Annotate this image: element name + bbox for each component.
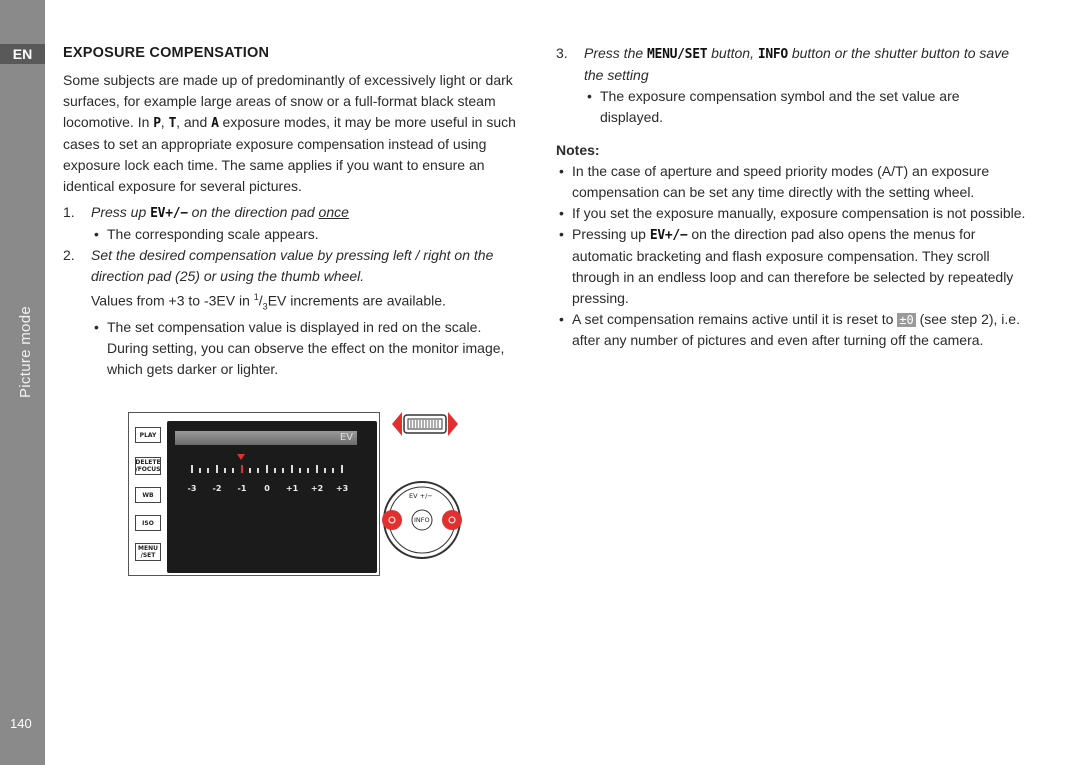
scale-label: -2 bbox=[212, 484, 222, 493]
play-button[interactable]: PLAY bbox=[135, 427, 161, 443]
page-number: 140 bbox=[10, 716, 32, 731]
scale-tick bbox=[216, 465, 218, 473]
intro-sep-2: , and bbox=[176, 114, 212, 130]
intro-text-2: exposure modes, it may be more useful in such cases to set an appropriate exposure compensation instead of using exposure lock each time. The same applies if you want to ensure an identical exposure for several pictures. bbox=[63, 114, 516, 194]
scale-tick bbox=[274, 468, 276, 473]
scale-tick bbox=[257, 468, 259, 473]
camera-illustration bbox=[128, 410, 460, 578]
step-2-values-b: EV increments are available. bbox=[267, 292, 446, 309]
camera-back-panel bbox=[128, 412, 380, 576]
scale-tick bbox=[291, 465, 293, 473]
current-value-marker-icon bbox=[237, 454, 245, 460]
step-1-key: EV+/− bbox=[150, 206, 188, 221]
note-3-text-a: Pressing up bbox=[572, 226, 650, 242]
fraction-numerator: 1 bbox=[253, 292, 259, 302]
step-1 bbox=[63, 202, 523, 245]
iso-button[interactable]: ISO bbox=[135, 515, 161, 531]
language-tab: EN bbox=[0, 44, 45, 64]
step-2-values bbox=[91, 287, 523, 317]
scale-label: +1 bbox=[285, 484, 299, 493]
mode-a: A bbox=[211, 116, 219, 131]
dial-info-label: INFO bbox=[414, 516, 430, 524]
intro-sep-1: , bbox=[160, 114, 169, 130]
scale-tick bbox=[199, 468, 201, 473]
section-heading: EXPOSURE COMPENSATION bbox=[63, 45, 270, 61]
mode-t: T bbox=[168, 116, 177, 131]
sidebar bbox=[0, 0, 45, 765]
fraction-slash: / bbox=[258, 292, 263, 309]
wb-button[interactable]: WB bbox=[135, 487, 161, 503]
scale-label: 0 bbox=[264, 484, 270, 493]
note-3-key: EV+/− bbox=[649, 228, 688, 243]
scale-tick bbox=[316, 465, 318, 473]
dial-top-label: EV +/− bbox=[409, 492, 433, 500]
step-2-text: Set the desired compensation value by pressing left / right on the direction pad (25) or using the thumb wheel. bbox=[91, 247, 494, 284]
monitor-screen bbox=[167, 421, 377, 573]
notes-heading: Notes: bbox=[556, 142, 600, 158]
scale-tick bbox=[224, 468, 226, 473]
intro-text-1: Some subjects are made up of predominantly of excessively light or dark surfaces, for example large areas of snow or a full-format black steam locomotive. In bbox=[63, 72, 513, 130]
step-2 bbox=[63, 245, 523, 380]
scale-tick bbox=[282, 468, 284, 473]
left-column bbox=[63, 43, 523, 380]
scale-tick bbox=[232, 468, 234, 473]
note-3-text-b: on the direction pad also opens the menus for automatic bracketing and flash exposure compensation. They scroll through in an endless loop and can therefore be selected by repeatedly pressing. bbox=[572, 226, 1014, 306]
fraction-denominator: 3 bbox=[262, 301, 268, 312]
step-1-number: 1. bbox=[63, 204, 75, 220]
menu-set-button[interactable]: MENU /SET bbox=[135, 543, 161, 561]
scale-tick bbox=[191, 465, 193, 473]
scale-tick bbox=[332, 468, 334, 473]
step-3 bbox=[556, 43, 1026, 128]
step-2-bullet: • The set compensation value is displayed in red on the scale. During setting, you can observe the effect on the monitor image, which gets darker or lighter. bbox=[91, 317, 523, 380]
delete-focus-button[interactable]: DELETE /FOCUS bbox=[135, 459, 161, 473]
step-3-text-c: button or the shutter button to save the setting bbox=[584, 45, 1009, 83]
step-3-text-b: button, bbox=[707, 45, 758, 61]
step-3-text-a: Press the bbox=[584, 45, 648, 61]
step-3-number: 3. bbox=[556, 45, 568, 61]
scale-tick bbox=[249, 468, 251, 473]
step-2-number: 2. bbox=[63, 247, 75, 263]
note-4 bbox=[556, 309, 1026, 351]
intro-paragraph bbox=[63, 70, 523, 197]
mode-p: P bbox=[153, 116, 161, 131]
step-1-bullet: • The corresponding scale appears. bbox=[91, 224, 523, 245]
ev-header-bar bbox=[175, 431, 357, 445]
note-2: • If you set the exposure manually, exposure compensation is not possible. bbox=[556, 203, 1026, 224]
scale-tick bbox=[324, 468, 326, 473]
step-1-text-b: on the direction pad bbox=[187, 204, 319, 220]
note-3 bbox=[556, 224, 1026, 309]
right-column bbox=[556, 43, 1026, 351]
ev-label: EV bbox=[339, 432, 353, 443]
scale-label: -3 bbox=[187, 484, 197, 493]
section-title: Picture mode bbox=[17, 306, 34, 398]
scale-tick bbox=[307, 468, 309, 473]
thumb-wheel-icon[interactable] bbox=[392, 410, 458, 438]
scale-label: +3 bbox=[335, 484, 349, 493]
scale-tick-selected bbox=[241, 465, 243, 473]
step-3-bullet: • The exposure compensation symbol and the set value are displayed. bbox=[584, 86, 1026, 128]
step-1-once: once bbox=[318, 204, 349, 220]
step-2-values-a: Values from +3 to -3EV in bbox=[91, 292, 254, 309]
scale-tick bbox=[341, 465, 343, 473]
note-4-text-a: A set compensation remains active until it is reset to bbox=[572, 311, 898, 327]
step-3-key-info: INFO bbox=[757, 47, 788, 62]
scale-label: -1 bbox=[237, 484, 247, 493]
scale-tick bbox=[207, 468, 209, 473]
section-title-wrap bbox=[12, 198, 34, 398]
scale-label: +2 bbox=[310, 484, 324, 493]
scale-tick bbox=[299, 468, 301, 473]
note-4-text-b: (see step 2), i.e. after any number of pictures and even after turning off the camera. bbox=[572, 311, 1020, 348]
step-3-key-menu-set: MENU/SET bbox=[647, 47, 708, 62]
note-1: • In the case of aperture and speed priority modes (A/T) an exposure compensation can be set any time directly with the setting wheel. bbox=[556, 161, 1026, 203]
reset-zero-icon: ±0 bbox=[899, 313, 914, 327]
scale-tick bbox=[266, 465, 268, 473]
step-1-text-a: Press up bbox=[91, 204, 151, 220]
ev-scale-ticks bbox=[189, 465, 349, 477]
